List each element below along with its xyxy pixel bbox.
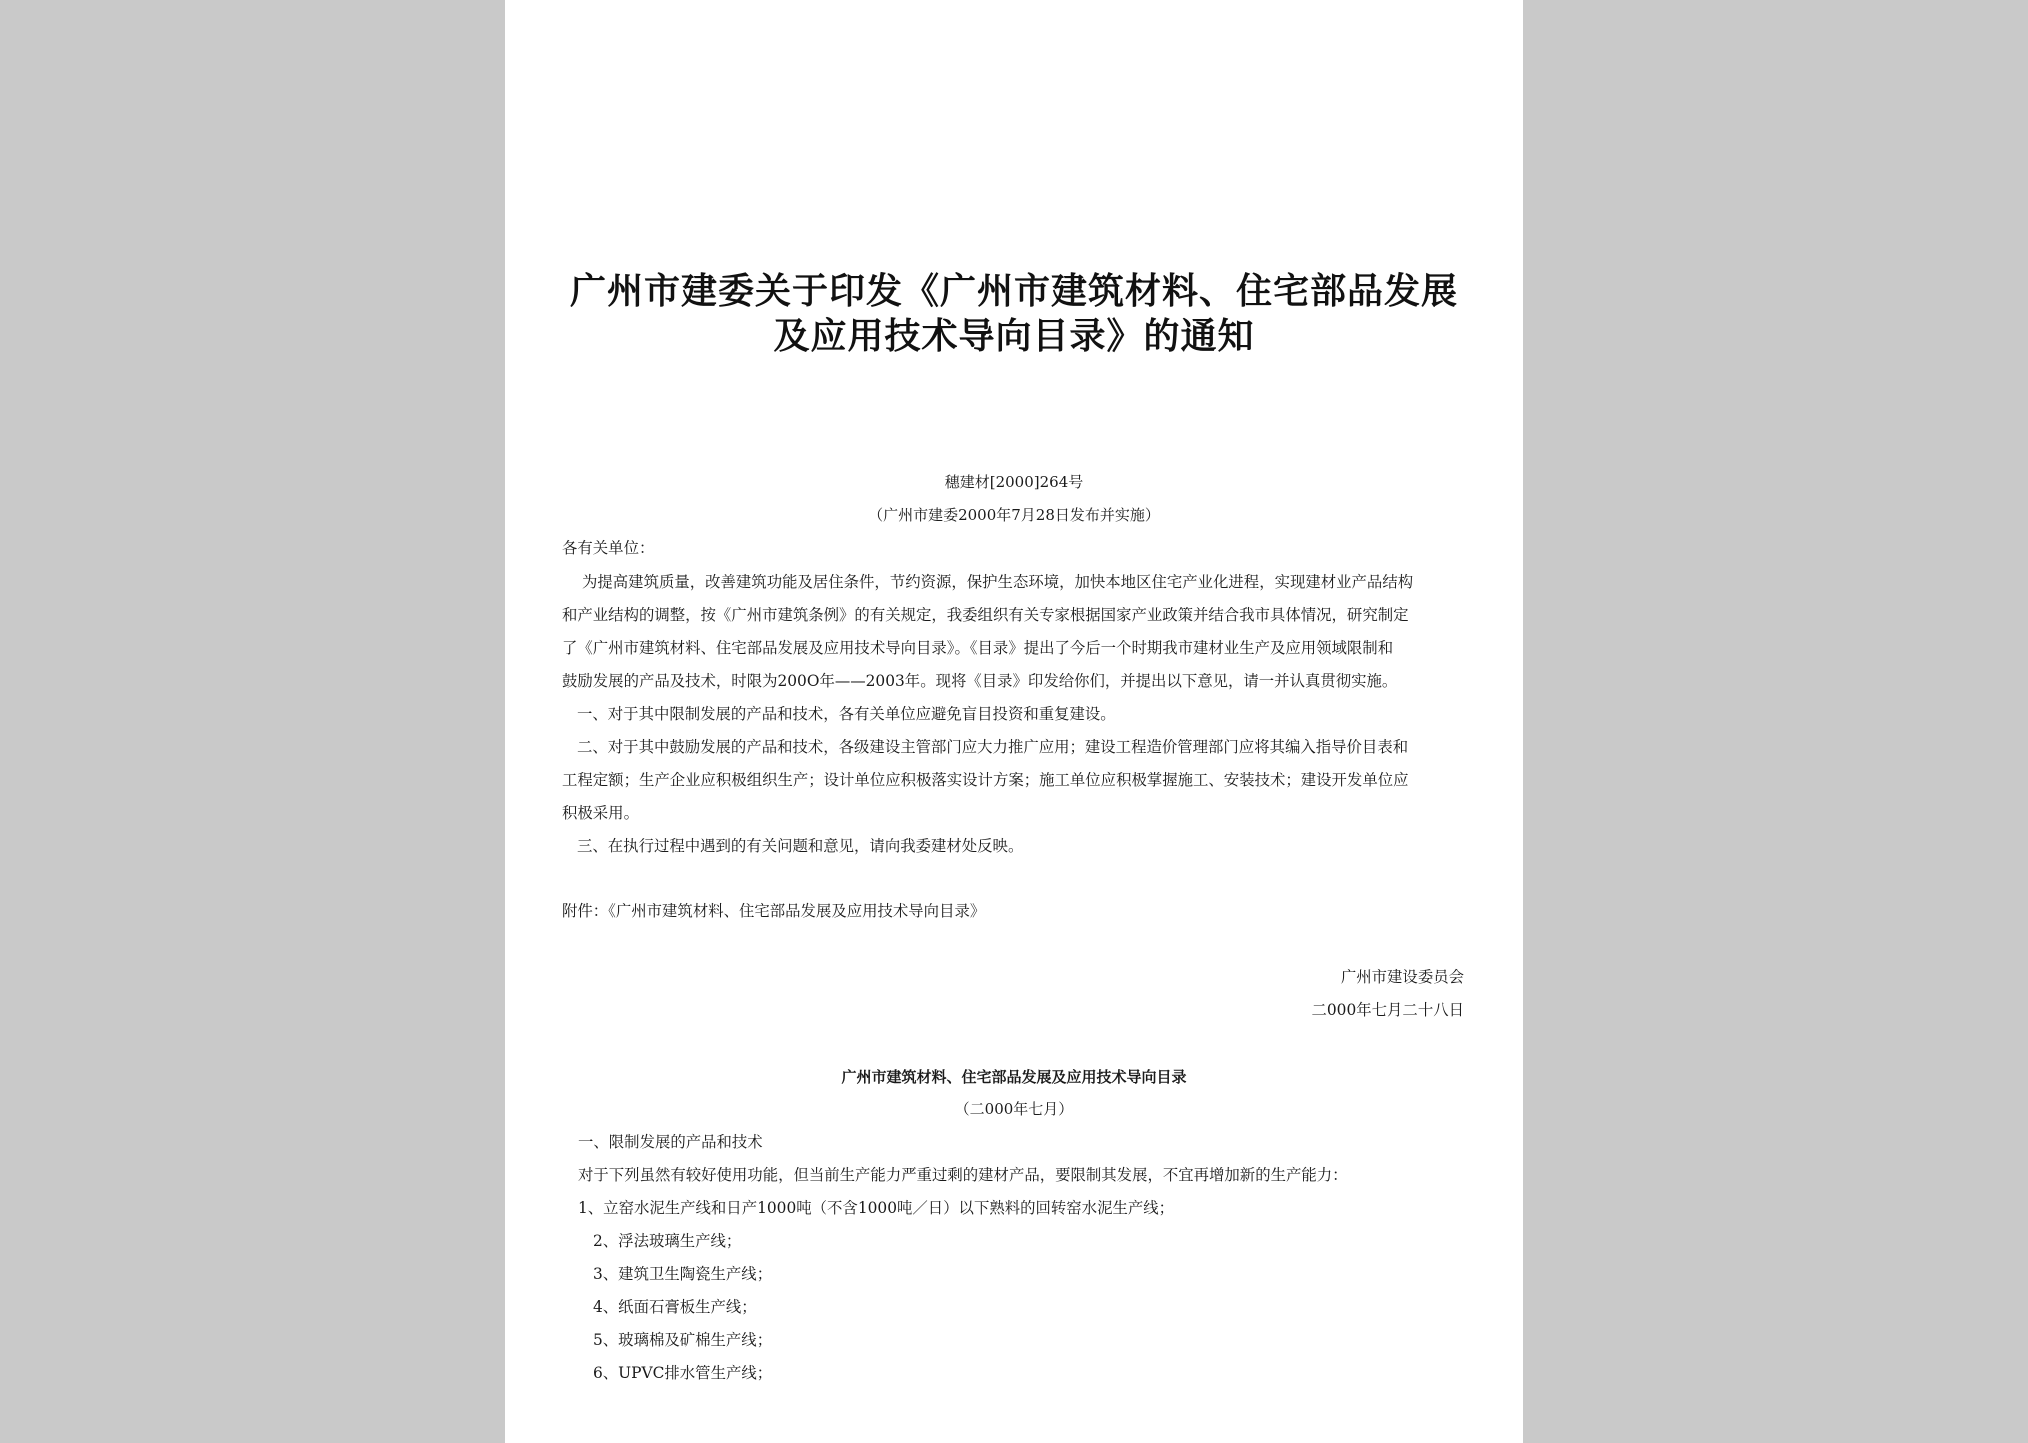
issuer-name: 广州市建设委员会: [1340, 968, 1464, 986]
issue-date: 二000年七月二十八日: [1311, 1001, 1464, 1019]
item-2-line-1: 二、对于其中鼓励发展的产品和技术，各级建设主管部门应大力推广应用；建设工程造价管理部门应将其编入指导价目表和: [577, 738, 1409, 756]
document-title-line-1: 广州市建委关于印发《广州市建筑材料、住宅部品发展: [569, 271, 1458, 312]
item-1: 一、对于其中限制发展的产品和技术，各有关单位应避免盲目投资和重复建设。: [577, 705, 1116, 723]
attachment-line: 附件：《广州市建筑材料、住宅部品发展及应用技术导向目录》: [562, 902, 986, 920]
salutation: 各有关单位：: [562, 539, 655, 557]
list-item: 2、浮法玻璃生产线；: [593, 1232, 742, 1250]
paragraph-1-line-2: 和产业结构的调整，按《广州市建筑条例》的有关规定，我委组织有关专家根据国家产业政策并结合我市具体情况，研究制定: [562, 606, 1409, 624]
list-item: 1、立窑水泥生产线和日产1000吨（不含1000吨／日）以下熟料的回转窑水泥生产线；: [578, 1199, 1175, 1217]
paragraph-1-line-1: 为提高建筑质量，改善建筑功能及居住条件，节约资源，保护生态环境，加快本地区住宅产业化进程，实现建材业产品结构: [582, 573, 1414, 591]
document-title-line-2: 及应用技术导向目录》的通知: [773, 316, 1255, 357]
list-item: 4、纸面石膏板生产线；: [593, 1298, 757, 1316]
paragraph-1-line-4: 鼓励发展的产品及技术，时限为200O年——2003年。现将《目录》印发给你们，并提出以下意见，请一并认真贯彻实施。: [562, 672, 1398, 690]
section-1-intro: 对于下列虽然有较好使用功能，但当前生产能力严重过剩的建材产品，要限制其发展，不宜再增加新的生产能力：: [578, 1166, 1348, 1184]
catalog-date: （二000年七月）: [954, 1100, 1074, 1118]
catalog-title: 广州市建筑材料、住宅部品发展及应用技术导向目录: [841, 1068, 1187, 1086]
issued-note: （广州市建委2000年7月28日发布并实施）: [868, 506, 1160, 524]
document-page: [505, 0, 1523, 1443]
list-item: 3、建筑卫生陶瓷生产线；: [593, 1265, 773, 1283]
paragraph-1-line-3: 了《广州市建筑材料、住宅部品发展及应用技术导向目录》。《目录》提出了今后一个时期我市建材业生产及应用领域限制和: [562, 639, 1394, 657]
document-number: 穗建材[2000]264号: [944, 473, 1084, 491]
item-3: 三、在执行过程中遇到的有关问题和意见，请向我委建材处反映。: [577, 837, 1024, 855]
list-item: 5、玻璃棉及矿棉生产线；: [593, 1331, 773, 1349]
item-2-line-3: 积极采用。: [562, 804, 639, 822]
item-2-line-2: 工程定额；生产企业应积极组织生产；设计单位应积极落实设计方案；施工单位应积极掌握施工、安装技术；建设开发单位应: [562, 771, 1409, 789]
section-1-heading: 一、限制发展的产品和技术: [578, 1133, 763, 1151]
list-item: 6、UPVC排水管生产线；: [593, 1364, 773, 1382]
